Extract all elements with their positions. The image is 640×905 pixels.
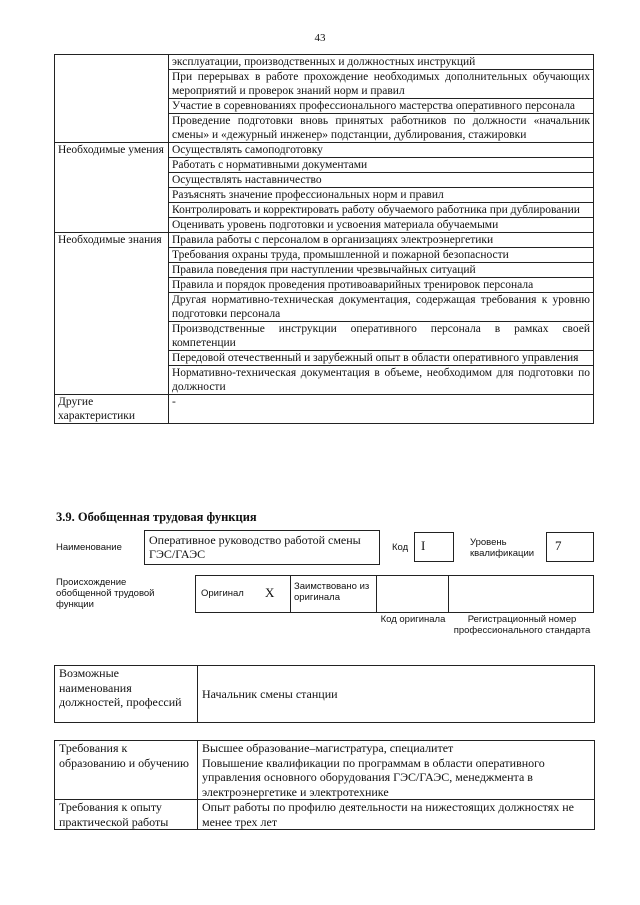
reg-number-label: Регистрационный номер профессионального стандарта — [453, 614, 591, 636]
table-row — [55, 248, 594, 263]
row-text: Правила и порядок проведения противоаварийных тренировок персонала — [169, 278, 594, 293]
requirement-value: Опыт работы по профилю деятельности на нижестоящих должностях не менее трех лет — [198, 800, 595, 830]
origin-label: Происхождение обобщенной трудовой функции — [56, 577, 155, 610]
row-category — [55, 188, 169, 203]
original-label: Оригинал — [201, 588, 244, 599]
row-text: Участие в соревнованиях профессионального мастерства оперативного персонала — [169, 99, 594, 114]
row-category: Необходимые умения — [55, 143, 169, 158]
row-category: Необходимые знания — [55, 233, 169, 248]
row-text: Производственные инструкции оперативного персонала в рамках своей компетенции — [169, 322, 594, 351]
row-category — [55, 218, 169, 233]
requirements-table — [54, 740, 595, 830]
requirement-label: Требования к опыту практической работы — [55, 800, 198, 830]
row-category — [55, 70, 169, 99]
positions-label: Возможные наименования должностей, профессий — [55, 666, 198, 723]
row-category — [55, 203, 169, 218]
table-row — [55, 293, 594, 322]
code-label: Код — [392, 542, 409, 553]
row-text: эксплуатации, производственных и должностных инструкций — [169, 55, 594, 70]
table-row — [55, 395, 594, 424]
name-value: Оперативное руководство работой смены ГЭС/ГАЭС — [149, 533, 361, 561]
competency-table — [54, 54, 594, 424]
row-category — [55, 114, 169, 143]
row-category: Другие характеристики — [55, 395, 169, 424]
row-text: Другая нормативно-техническая документация, содержащая требования к уровню подготовки персонала — [169, 293, 594, 322]
page-number: 43 — [314, 32, 326, 44]
table-row — [55, 351, 594, 366]
level-value: 7 — [555, 538, 562, 553]
table-row — [55, 263, 594, 278]
name-label: Наименование — [56, 542, 122, 553]
table-row — [55, 188, 594, 203]
table-row — [55, 55, 594, 70]
row-text: Осуществлять самоподготовку — [169, 143, 594, 158]
code-value: I — [421, 538, 426, 553]
table-row — [55, 741, 595, 800]
row-category — [55, 99, 169, 114]
table-row — [55, 366, 594, 395]
row-text: Правила поведения при наступлении чрезвычайных ситуаций — [169, 263, 594, 278]
positions-value: Начальник смены станции — [198, 666, 595, 723]
table-row — [55, 233, 594, 248]
row-text: Работать с нормативными документами — [169, 158, 594, 173]
orig-code-label: Код оригинала — [380, 614, 446, 625]
row-text: При перерывах в работе прохождение необходимых дополнительных обучающих мероприятий и проверок знаний норм и правил — [169, 70, 594, 99]
table-row — [55, 114, 594, 143]
name-value-box — [144, 530, 380, 565]
row-text: Контролировать и корректировать работу обучаемого работника при дублировании — [169, 203, 594, 218]
requirement-value: Высшее образование–магистратура, специалитет Повышение квалификации по программам в области оперативного управления основного оборудования ГЭС/ГАЭС, менеджмента в электроэнергетике и электротехнике — [198, 741, 595, 800]
level-box — [546, 532, 594, 562]
row-text: Разъяснять значение профессиональных норм и правил — [169, 188, 594, 203]
row-category — [55, 366, 169, 395]
positions-table — [54, 665, 595, 723]
row-text: Требования охраны труда, промышленной и пожарной безопасности — [169, 248, 594, 263]
row-text: - — [169, 395, 594, 424]
original-mark: X — [265, 585, 275, 600]
table-row — [55, 322, 594, 351]
row-text: Передовой отечественный и зарубежный опыт в области оперативного управления — [169, 351, 594, 366]
table-row — [55, 99, 594, 114]
row-text: Правила работы с персоналом в организациях электроэнергетики — [169, 233, 594, 248]
row-category — [55, 351, 169, 366]
table-row — [55, 70, 594, 99]
row-category — [55, 322, 169, 351]
row-text: Нормативно-техническая документация в объеме, необходимом для подготовки по должности — [169, 366, 594, 395]
table-row — [55, 158, 594, 173]
row-text: Оценивать уровень подготовки и усвоения материала обучаемыми — [169, 218, 594, 233]
row-category — [55, 55, 169, 70]
table-row — [55, 143, 594, 158]
table-row — [55, 173, 594, 188]
row-category — [55, 173, 169, 188]
row-category — [55, 263, 169, 278]
requirement-label: Требования к образованию и обучению — [55, 741, 198, 800]
section-title: 3.9. Обобщенная трудовая функция — [56, 510, 257, 524]
table-row — [55, 278, 594, 293]
row-category — [55, 158, 169, 173]
row-category — [55, 278, 169, 293]
row-text: Осуществлять наставничество — [169, 173, 594, 188]
origin-box — [195, 575, 594, 613]
table-row — [55, 218, 594, 233]
table-row — [55, 203, 594, 218]
row-category — [55, 293, 169, 322]
level-label: Уровень квалификации — [470, 537, 535, 559]
row-text: Проведение подготовки вновь принятых работников по должности «начальник смены» и «дежурный инженер» подстанции, дублирования, стажировки — [169, 114, 594, 143]
row-category — [55, 248, 169, 263]
code-box — [414, 532, 454, 562]
table-row — [55, 800, 595, 830]
borrowed-label: Заимствовано из оригинала — [294, 581, 370, 603]
